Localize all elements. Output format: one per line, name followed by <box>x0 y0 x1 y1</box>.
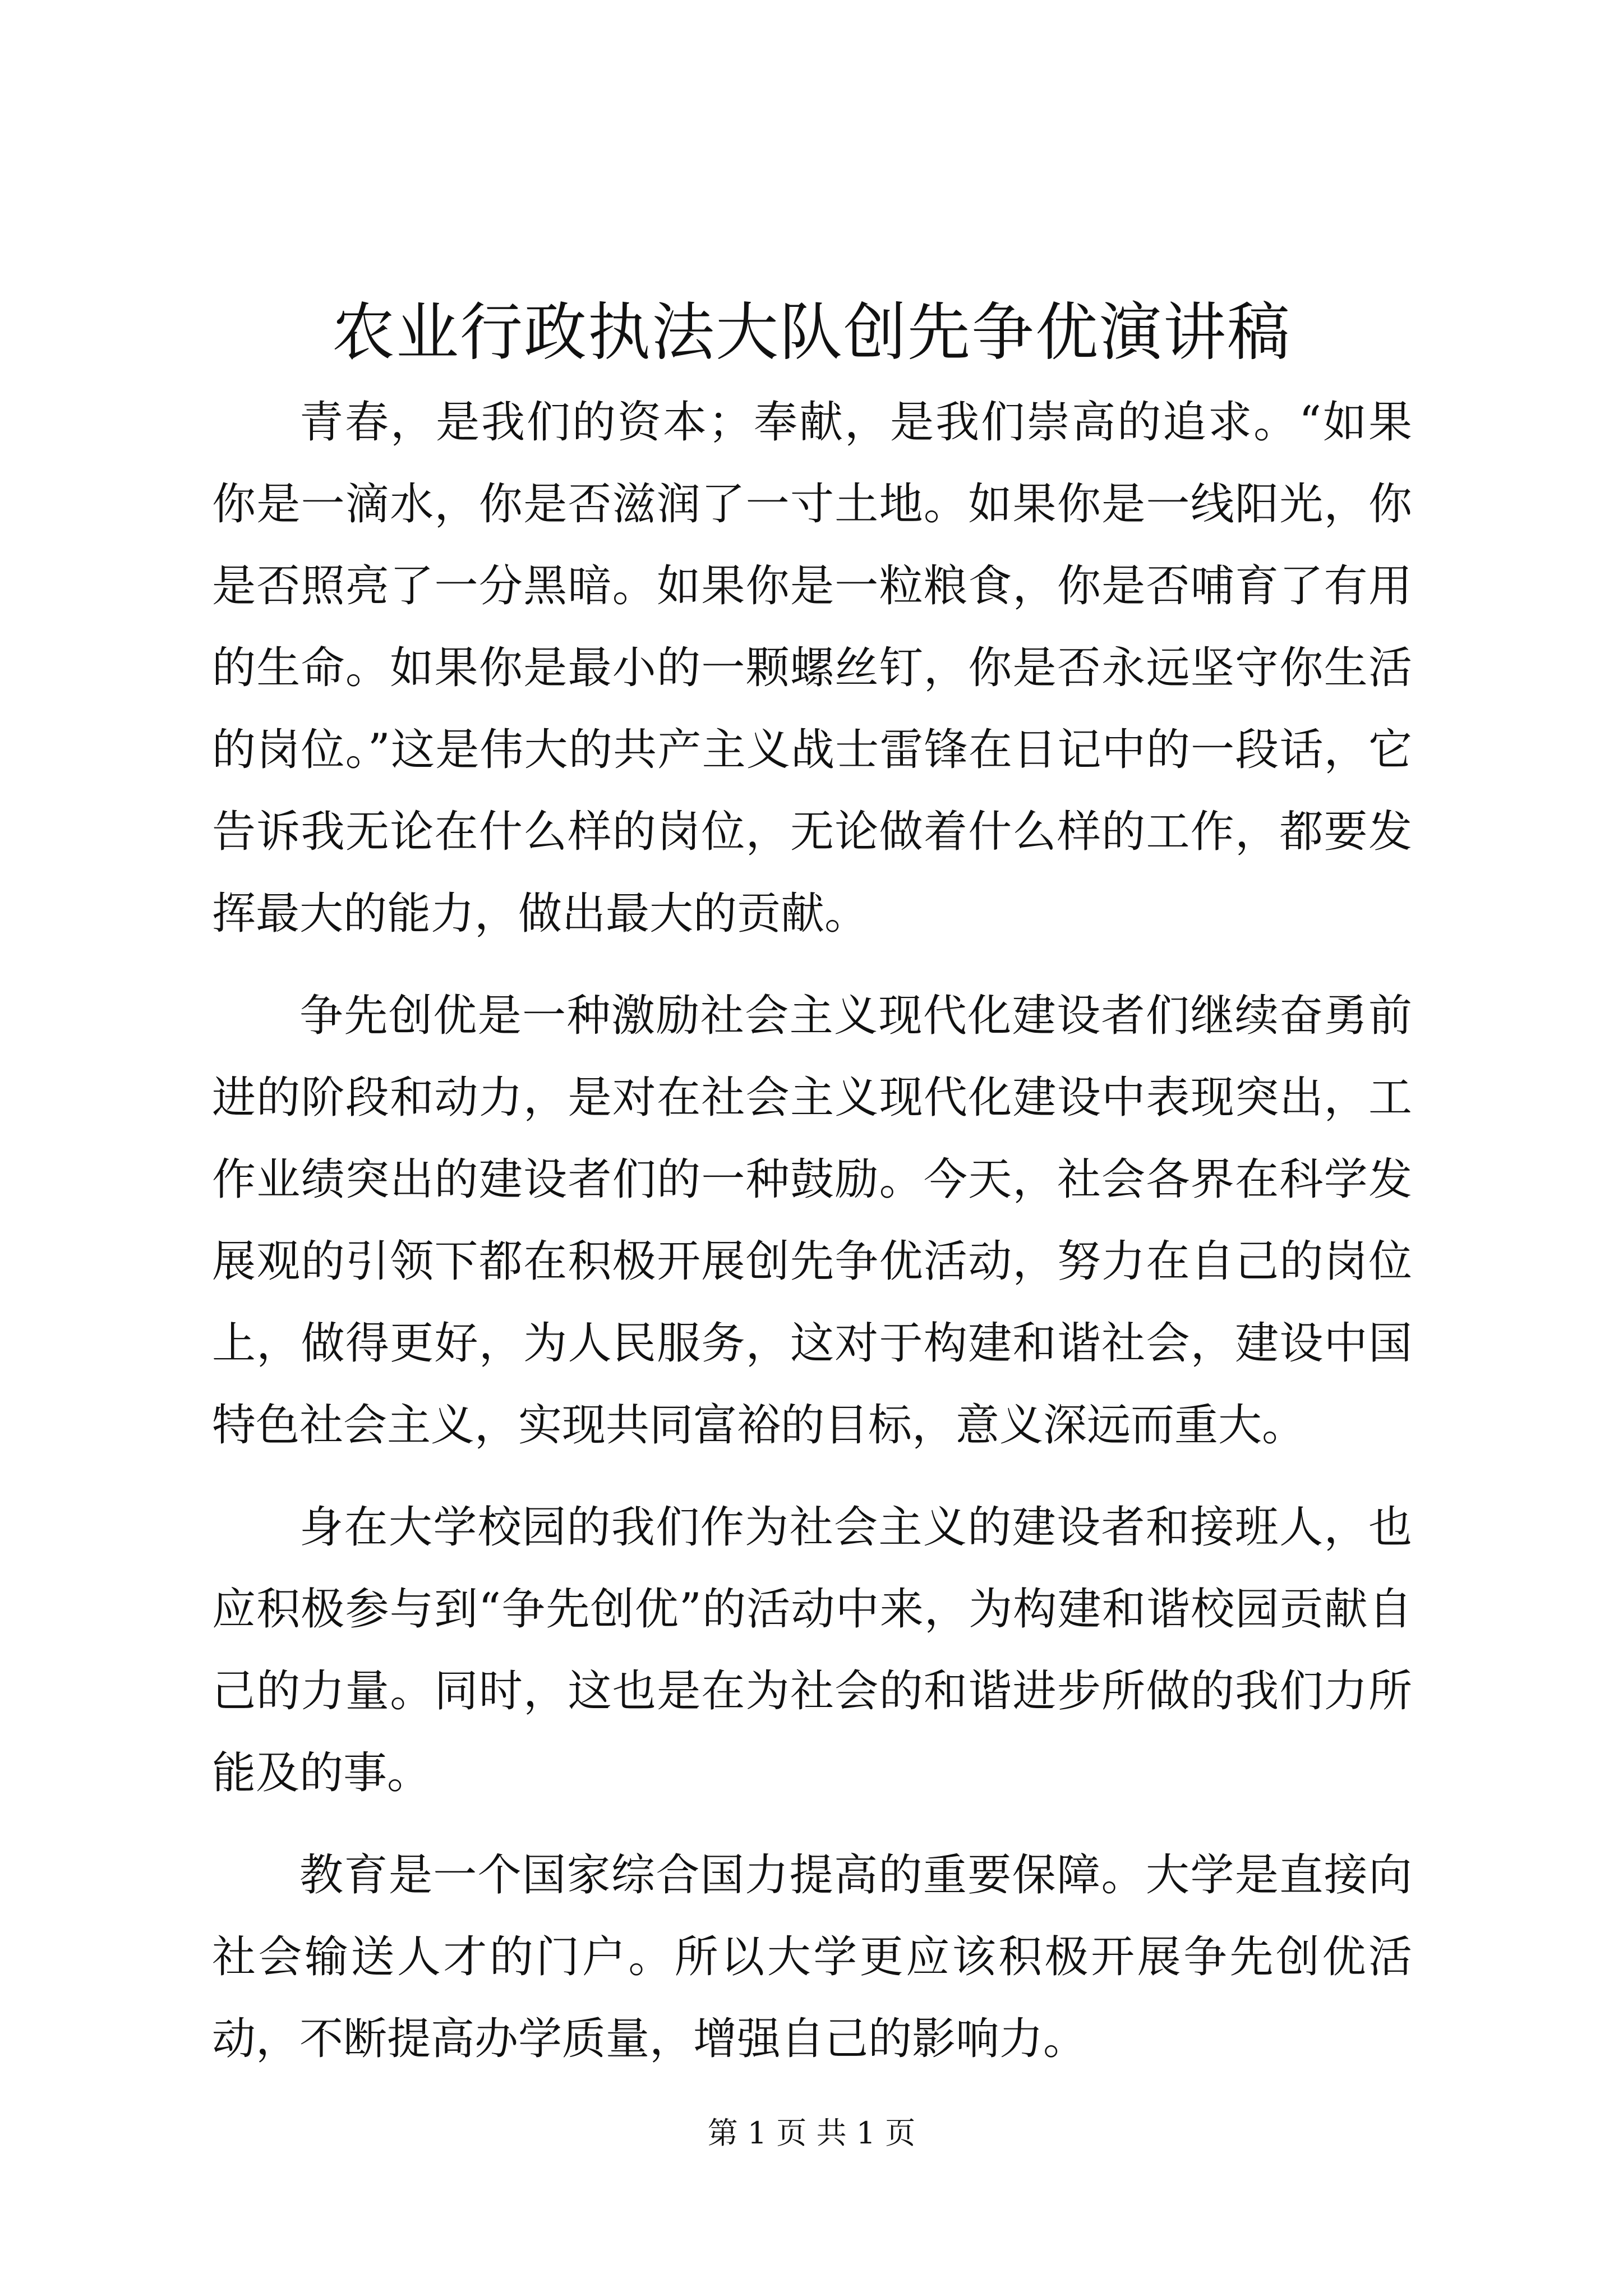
document-title: 农业行政执法大队创先争优演讲稿 <box>332 296 1291 369</box>
document-body <box>212 381 1412 2080</box>
paragraph: 争先创优是一种激励社会主义现代化建设者们继续奋勇前进的阶段和动力，是对在社会主义现代化建设中表现突出，工作业绩突出的建设者们的一种鼓励。今天，社会各界在科学发展观的引领下都在积极开展创先争优活动，努力在自己的岗位上，做得更好，为人民服务，这对于构建和谐社会，建设中国特色社会主义，实现共同富裕的目标，意义深远而重大。 <box>212 991 1412 1451</box>
page-footer: 第 1 页 共 1 页 <box>707 2115 916 2151</box>
paragraph: 教育是一个国家综合国力提高的重要保障。大学是直接向社会输送人才的门户。所以大学更应该积极开展争先创优活动，不断提高办学质量，增强自己的影响力。 <box>212 1850 1412 2064</box>
paragraph: 青春，是我们的资本；奉献，是我们崇高的追求。“如果你是一滴水，你是否滋润了一寸土地。如果你是一线阳光，你是否照亮了一分黑暗。如果你是一粒粮食，你是否哺育了有用的生命。如果你是最小的一颗螺丝钉，你是否永远坚守你生活的岗位。”这是伟大的共产主义战士雷锋在日记中的一段话，它告诉我无论在什么样的岗位，无论做着什么样的工作，都要发挥最大的能力，做出最大的贡献。 <box>212 397 1412 939</box>
paragraph: 身在大学校园的我们作为社会主义的建设者和接班人，也应积极参与到“争先创优”的活动中来，为构建和谐校园贡献自己的力量。同时，这也是在为社会的和谐进步所做的我们力所能及的事。 <box>212 1502 1412 1798</box>
